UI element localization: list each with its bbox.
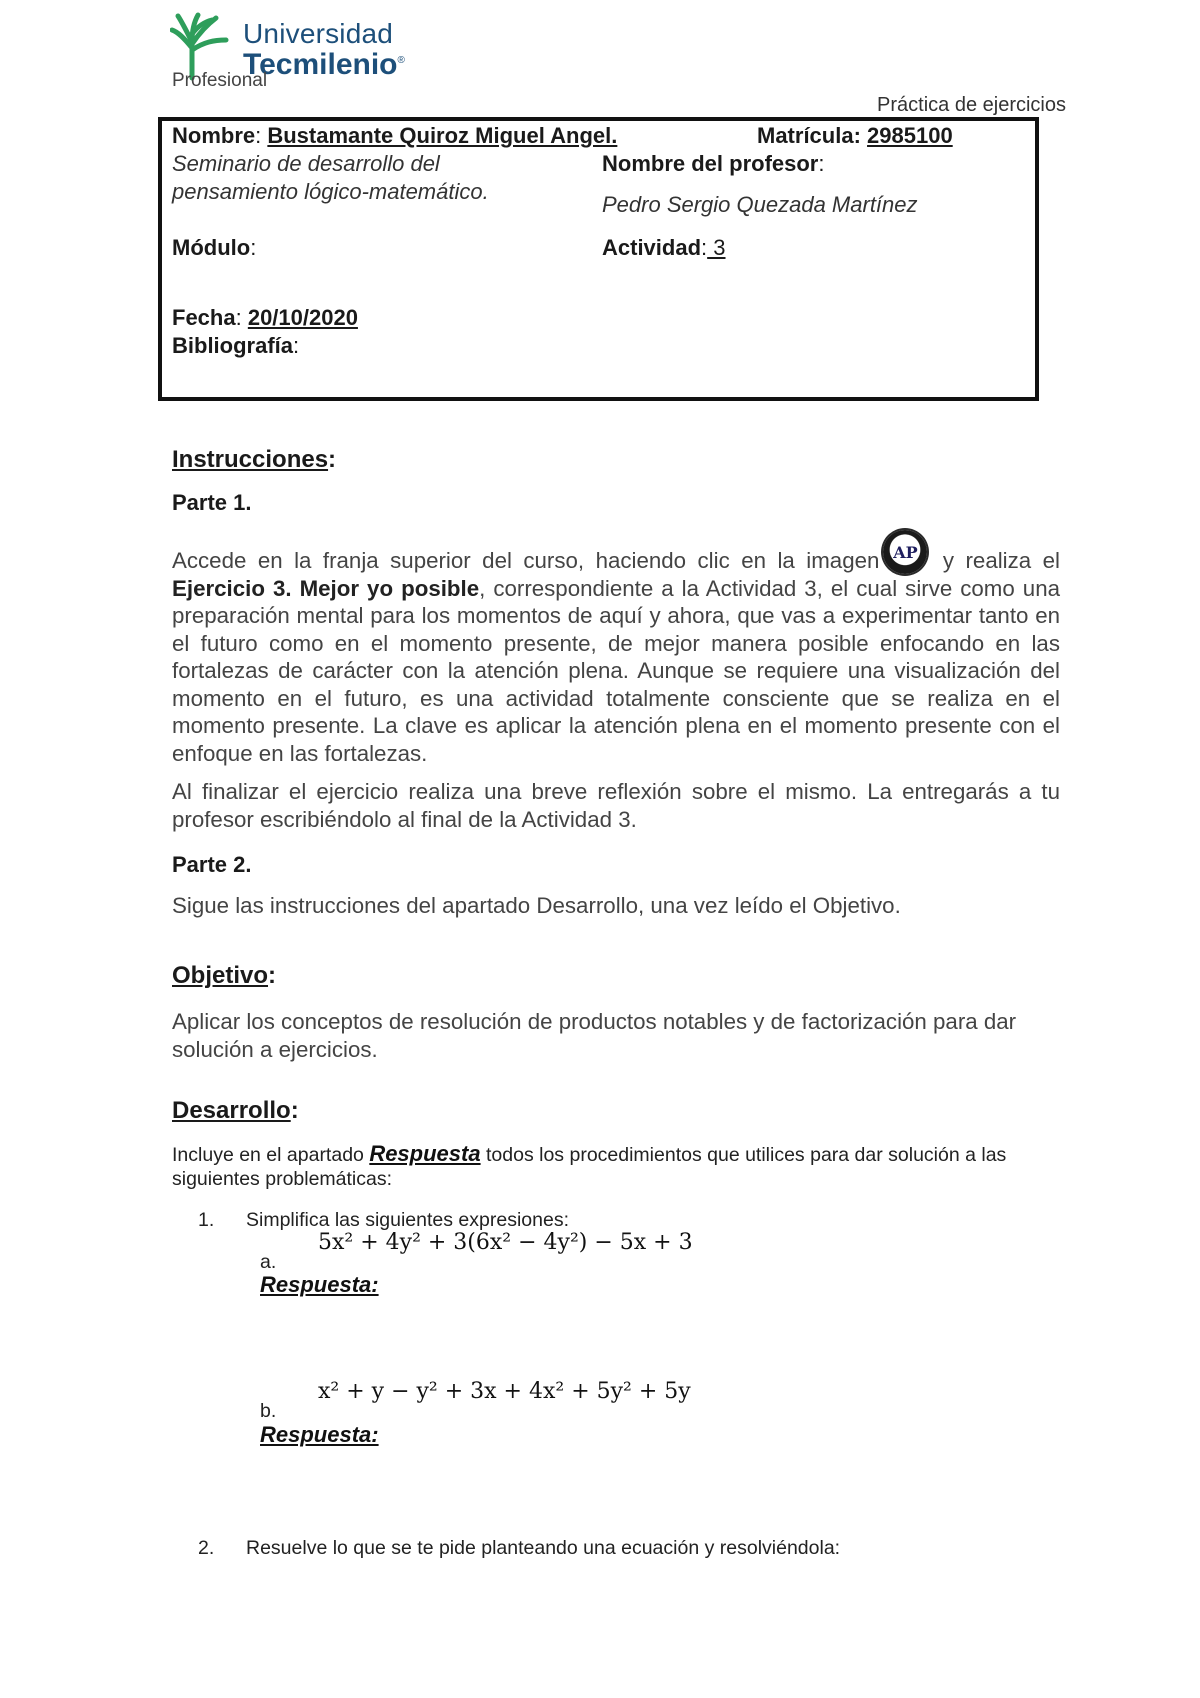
item-b-label: b.	[260, 1400, 277, 1422]
nombre-value: Bustamante Quiroz Miguel Angel.	[267, 123, 618, 148]
ejercicio-bold: Ejercicio 3. Mejor yo posible	[172, 575, 480, 601]
item1-number: 1.	[198, 1209, 215, 1231]
practica-title: Práctica de ejercicios	[877, 94, 1066, 116]
item-b-expression: x² + y − y² + 3x + 4x² + 5y² + 5y	[318, 1379, 691, 1404]
respuesta-bold: Respuesta	[369, 1141, 481, 1166]
instrucciones-heading: Instrucciones:	[172, 446, 337, 473]
item2-number: 2.	[198, 1537, 215, 1559]
actividad-row: Actividad: 3	[602, 235, 726, 260]
bibliografia-label: Bibliografía	[172, 333, 294, 358]
objetivo-text: Aplicar los conceptos de resolución de productos notables y de factorización para dar solución a ejercicios.	[172, 1009, 1017, 1062]
profesor-value: Pedro Sergio Quezada Martínez	[602, 192, 918, 217]
item-b-respuesta: Respuesta:	[260, 1422, 379, 1447]
desarrollo-heading: Desarrollo:	[172, 1097, 299, 1124]
item-a-expression: 5x² + 4y² + 3(6x² − 4y²) − 5x + 3	[318, 1230, 693, 1255]
profesor-label: Nombre del profesor	[602, 151, 819, 176]
parte2-paragraph: Sigue las instrucciones del apartado Desarrollo, una vez leído el Objetivo.	[172, 893, 901, 918]
matricula-value: 2985100	[867, 123, 953, 148]
item-a-respuesta: Respuesta:	[260, 1272, 379, 1297]
objetivo-heading: Objetivo:	[172, 962, 277, 989]
modulo-label: Módulo	[172, 235, 251, 260]
parte1-paragraph: Accede en la franja superior del curso, haciendo clic en la imagen AP y realiza el Ejercicio 3. Mejor yo posible, correspondiente a la Actividad 3, el cual sirve como una preparación mental para los momentos de aquí y ahora, que vas a experimentar tanto en el futuro como en el momento presente, de mejor manera posible enfocando en las fortalezas de carácter con la atención plena. Aunque se requiere una visualización del momento en el futuro, es una actividad totalmente consciente que se realiza en el momento presente. La clave es aplicar la atención plena en el momento presente con el enfoque en las fortalezas.	[172, 530, 1060, 767]
nombre-label: Nombre	[172, 123, 256, 148]
actividad-label: Actividad	[602, 235, 702, 260]
logo-line1: Universidad	[243, 18, 394, 49]
fecha-row: Fecha: 20/10/2020	[172, 305, 358, 330]
fecha-label: Fecha	[172, 305, 236, 330]
matricula-label: Matrícula:	[757, 123, 861, 148]
parte1-paragraph2: Al finalizar el ejercicio realiza una breve reflexión sobre el mismo. La entregarás a tu profesor escribiéndolo al final de la Actividad 3.	[172, 779, 1060, 832]
course-name: Seminario de desarrollo del pensamiento lógico-matemático.	[172, 151, 489, 204]
parte2-heading: Parte 2.	[172, 852, 252, 877]
item-a-label: a.	[260, 1251, 277, 1273]
modulo-row: Módulo:	[172, 235, 257, 260]
ap-course-icon[interactable]: AP	[883, 530, 927, 574]
profesor-row: Nombre del profesor:	[602, 151, 825, 176]
bibliografia-row: Bibliografía:	[172, 333, 300, 358]
item2-text: Resuelve lo que se te pide planteando una ecuación y resolviéndola:	[246, 1537, 841, 1559]
logo-line2: Tecmilenio®	[243, 48, 405, 81]
profesional-label: Profesional	[172, 70, 268, 91]
desarrollo-intro: Incluye en el apartado Respuesta todos los procedimientos que utilices para dar solución a las siguientes problemáticas:	[172, 1141, 1007, 1190]
nombre-row: Nombre: Bustamante Quiroz Miguel Angel.	[172, 123, 618, 148]
item1-text: Simplifica las siguientes expresiones:	[246, 1209, 569, 1231]
actividad-value: 3	[707, 235, 726, 260]
parte1-heading: Parte 1.	[172, 490, 252, 515]
matricula-row	[757, 122, 953, 150]
fecha-value: 20/10/2020	[247, 305, 358, 330]
